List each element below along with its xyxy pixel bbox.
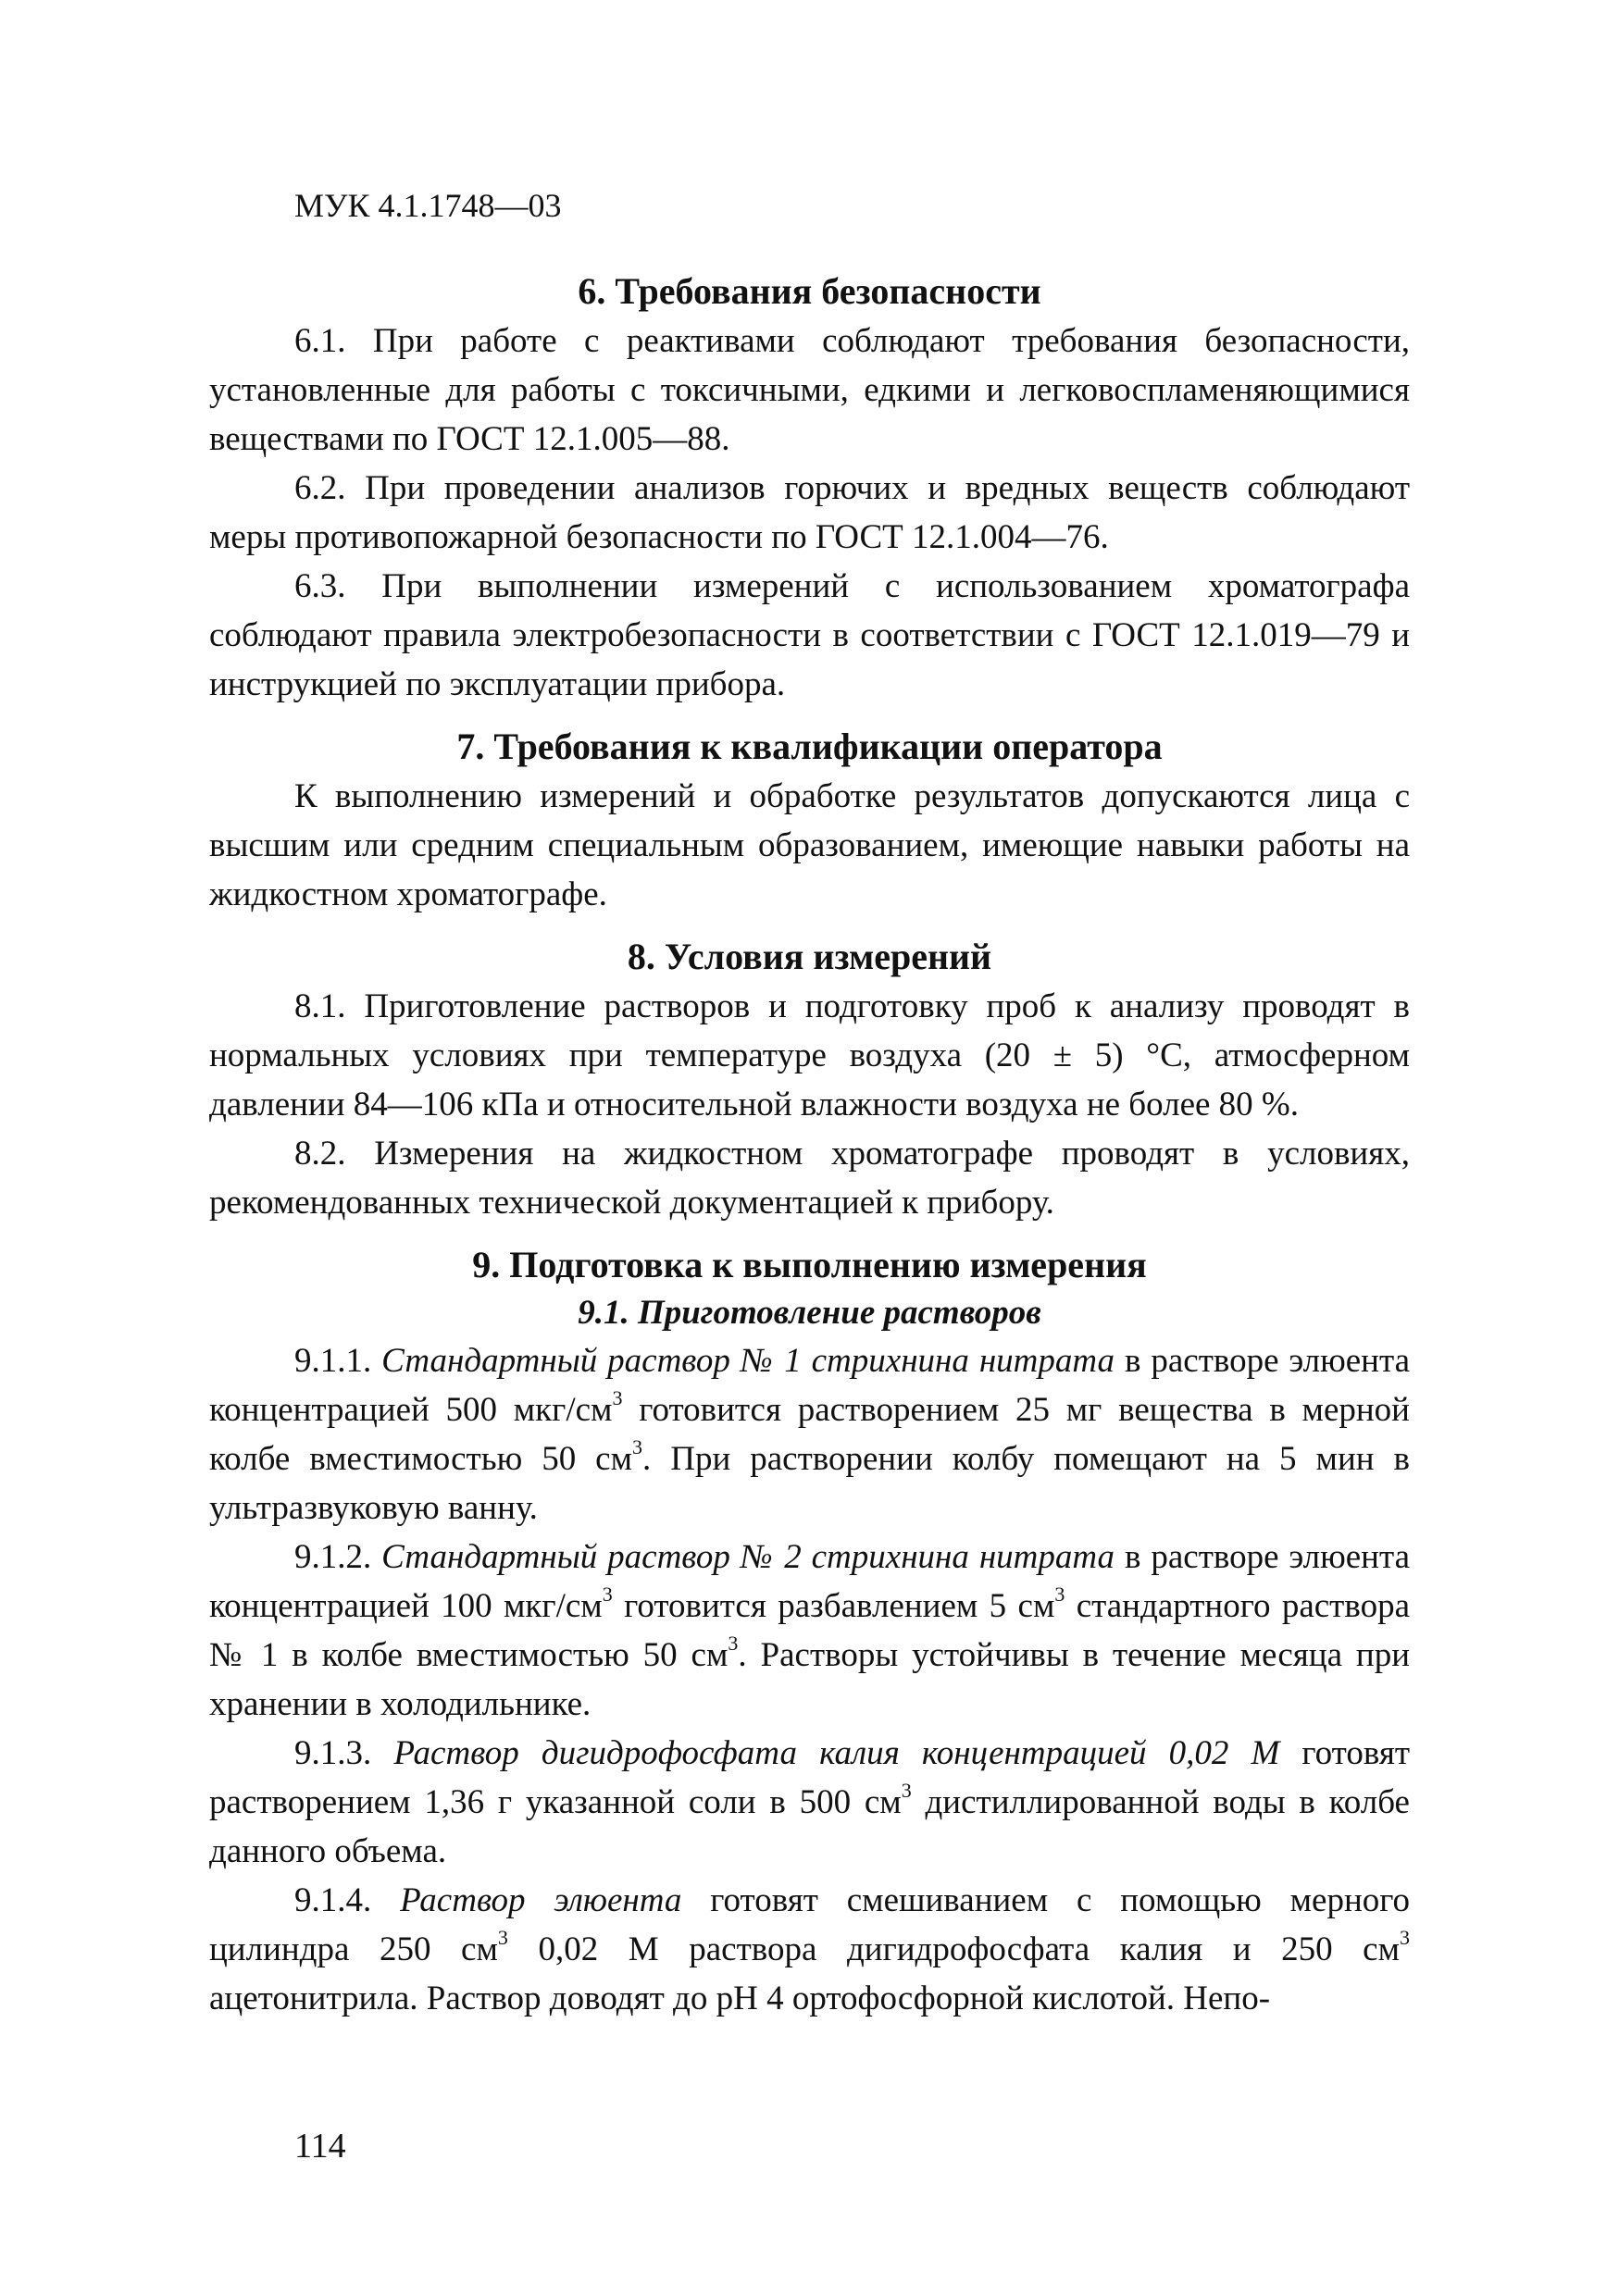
- page-content: [209, 267, 1410, 2023]
- item-number: 9.1.1.: [294, 1342, 382, 1380]
- text-run: 0,02 М раствора дигидрофосфата калия и 250 см: [507, 1930, 1400, 1968]
- superscript: 3: [1054, 1582, 1065, 1606]
- paragraph-8-2: 8.2. Измерения на жидкостном хроматографе проводят в условиях, рекомендованных технической документацией к прибору.: [209, 1135, 1410, 1222]
- paragraph-9-1-2: [209, 1533, 1410, 1729]
- page-number: 114: [294, 2127, 346, 2166]
- section-8-title: 8. Условия измерений: [627, 936, 992, 977]
- paragraph-8-1: 8.1. Приготовление растворов и подготовку проб к анализу проводят в нормальных условиях при температуре воздуха (20 ± 5) °С, атмосферном давлении 84—106 кПа и относительной влажности воздуха не более 80 %.: [209, 987, 1410, 1123]
- paragraph-6-2: 6.2. При проведении анализов горючих и вредных веществ соблюдают меры противопожарной безопасности по ГОСТ 12.1.004—76.: [209, 469, 1410, 556]
- text-run: готовится разбавлением 5 см: [612, 1587, 1055, 1625]
- superscript: 3: [728, 1632, 739, 1655]
- text-run: готовится растворением 25 мг вещества в мерной колбе вместимостью 50 см: [209, 1391, 1410, 1478]
- superscript: 3: [632, 1435, 643, 1458]
- text-run: . При растворении колбу помещают на 5 мин в ультразвуковую ванну.: [209, 1440, 1410, 1527]
- text-run: стандартного раствора № 1 в колбе вместимостью 50 см: [209, 1587, 1410, 1674]
- superscript: 3: [901, 1779, 912, 1802]
- superscript: 3: [1399, 1926, 1410, 1949]
- text-run: готовят смешиванием с помощью мерного цилиндра 250 см: [209, 1881, 1411, 1968]
- paragraph-9-1-4: [209, 1876, 1410, 2023]
- text-run: . Растворы устойчивы в течение месяца при хранении в холодильнике.: [209, 1636, 1411, 1723]
- section-7-title: 7. Требования к квалификации оператора: [456, 726, 1163, 767]
- superscript: 3: [612, 1386, 623, 1409]
- item-number: 9.1.4.: [294, 1881, 401, 1919]
- paragraph-6-1: 6.1. При работе с реактивами соблюдают требования безопасности, установленные для работы с токсичными, едкими и легковоспламеняющимися веществами по ГОСТ 12.1.005—88.: [209, 322, 1410, 458]
- subsection-9-1-title: 9.1. Приготовление растворов: [578, 1294, 1041, 1332]
- item-title: Раствор элюента: [400, 1881, 682, 1919]
- paragraph-9-1-3: [209, 1729, 1410, 1876]
- text-run: в растворе элюента концентрацией 500 мкг/см: [209, 1342, 1410, 1429]
- section-6-title: 6. Требования безопасности: [578, 270, 1041, 312]
- superscript: 3: [602, 1582, 613, 1606]
- paragraph-6-3: 6.3. При выполнении измерений с использованием хроматографа соблюдают правила электробезопасности в соответствии с ГОСТ 12.1.019—79 и инструкцией по эксплуатации прибора.: [209, 567, 1410, 703]
- item-title: Стандартный раствор № 2 стрихнина нитрата: [381, 1538, 1115, 1576]
- paragraph-7: К выполнению измерений и обработке результатов допускаются лица с высшим или средним специальным образованием, имеющие навыки работы на жидкостном хроматографе.: [209, 777, 1410, 913]
- running-head: МУК 4.1.1748—03: [294, 187, 562, 224]
- text-run: ацетонитрила. Раствор доводят до рН 4 ортофосфорной кислотой. Непо-: [209, 1980, 1271, 2017]
- text-run: готовят растворением 1,36 г указанной соли в 500 см: [209, 1734, 1411, 1821]
- item-title: Раствор дигидрофосфата калия концентрацией 0,02 М: [393, 1734, 1280, 1772]
- item-number: 9.1.3.: [294, 1734, 394, 1772]
- paragraph-9-1-1: [209, 1336, 1410, 1533]
- text-run: в растворе элюента концентрацией 100 мкг/см: [209, 1538, 1410, 1625]
- item-number: 9.1.2.: [294, 1538, 382, 1576]
- superscript: 3: [497, 1926, 508, 1949]
- item-title: Стандартный раствор № 1 стрихнина нитрата: [381, 1342, 1115, 1380]
- text-run: дистиллированной воды в колбе данного объема.: [209, 1783, 1410, 1870]
- section-9-title: 9. Подготовка к выполнению измерения: [472, 1244, 1147, 1285]
